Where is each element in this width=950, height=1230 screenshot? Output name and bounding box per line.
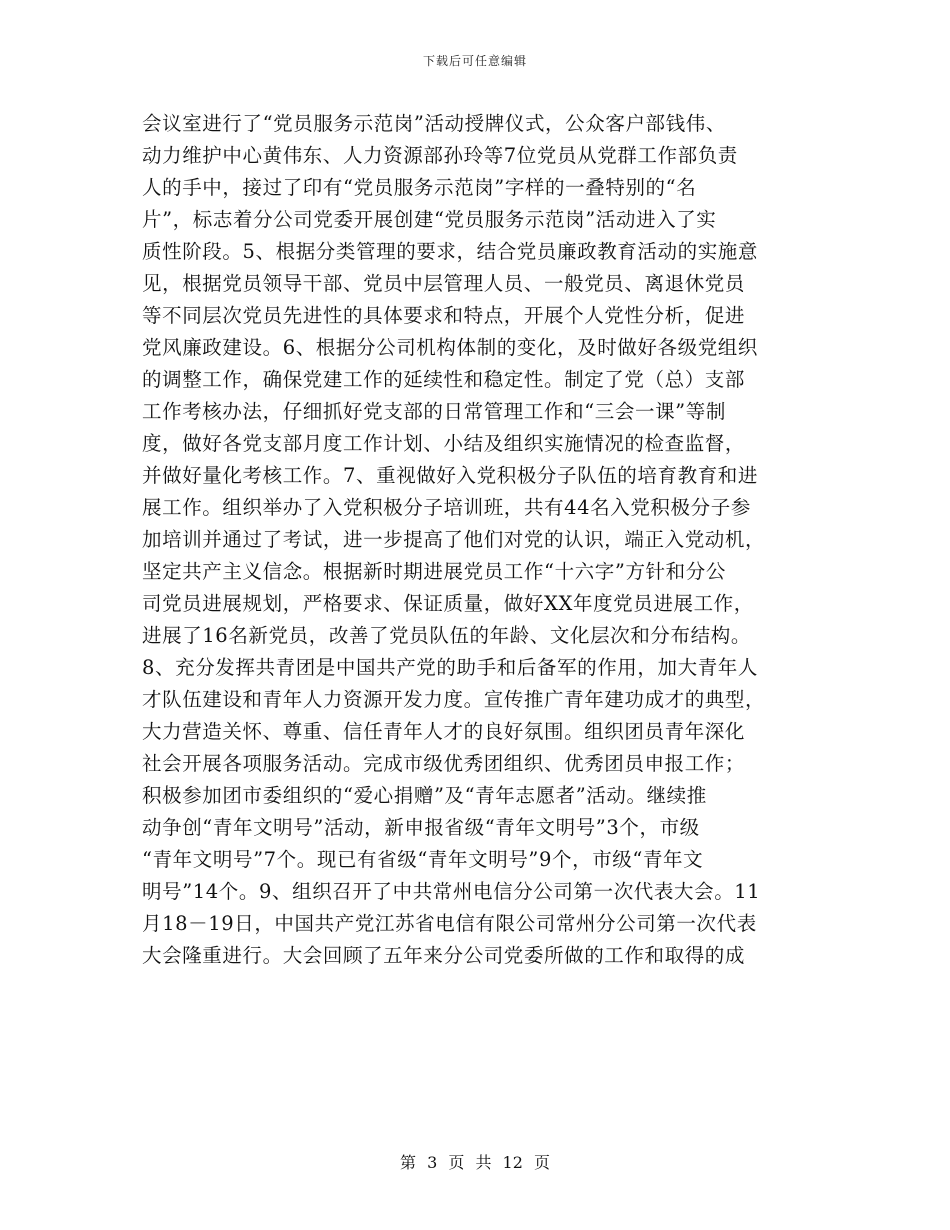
text-line: 动力维护中心黄伟东、人力资源部孙玲等7位党员从党群工作部负责 [142, 144, 738, 167]
text-line: 司党员进展规划，严格要求、保证质量，做好XX年度党员进展工作， [142, 592, 754, 615]
text-line: 8、充分发挥共青团是中国共产党的助手和后备军的作用，加大青年人 [142, 656, 759, 679]
text-line: 加培训并通过了考试，进一步提高了他们对党的认识，端正入党动机， [142, 528, 766, 551]
text-line: 大力营造关怀、尊重、信任青年人才的良好氛围。组织团员青年深化 [142, 720, 746, 743]
text-line: 才队伍建设和青年人力资源开发力度。宣传推广青年建功成才的典型， [142, 688, 766, 711]
text-line: “青年文明号”7个。现已有省级“青年文明号”9个，市级“青年文 [142, 848, 704, 871]
text-line: 进展了16名新党员，改善了党员队伍的年龄、文化层次和分布结构。 [142, 624, 751, 647]
text-line: 坚定共产主义信念。根据新时期进展党员工作“十六字”方针和分公 [142, 560, 726, 583]
page-number: 第 3 页 共 12 页 [400, 1153, 550, 1172]
text-line: 质性阶段。5、根据分类管理的要求，结合党员廉政教育活动的实施意 [142, 240, 759, 263]
text-line: 明号”14个。9、组织召开了中共常州电信分公司第一次代表大会。11 [142, 880, 761, 903]
text-line: 展工作。组织举办了入党积极分子培训班，共有44名入党积极分子参 [142, 496, 751, 519]
text-line: 人的手中，接过了印有“党员服务示范岗”字样的一叠特别的“名 [142, 176, 697, 199]
text-line: 月18－19日，中国共产党江苏省电信有限公司常州分公司第一次代表 [142, 912, 757, 935]
text-line: 度，做好各党支部月度工作计划、小结及组织实施情况的检查监督， [142, 432, 746, 455]
text-line: 大会隆重进行。大会回顾了五年来分公司党委所做的工作和取得的成 [142, 944, 746, 967]
text-line: 并做好量化考核工作。7、重视做好入党积极分子队伍的培育教育和进 [142, 464, 759, 487]
text-line: 积极参加团市委组织的“爱心捐赠”及“青年志愿者”活动。继续推 [142, 784, 707, 807]
text-line: 片”，标志着分公司党委开展创建“党员服务示范岗”活动进入了实 [142, 208, 717, 231]
text-line: 见，根据党员领导干部、党员中层管理人员、一般党员、离退休党员 [142, 272, 746, 295]
text-line: 工作考核办法，仔细抓好党支部的日常管理工作和“三会一课”等制 [142, 400, 726, 423]
text-line: 会议室进行了“党员服务示范岗”活动授牌仪式，公众客户部钱伟、 [142, 112, 726, 135]
text-line: 党风廉政建设。6、根据分公司机构体制的变化，及时做好各级党组织 [142, 336, 759, 359]
page-header-note: 下载后可任意编辑 [422, 54, 527, 68]
text-line: 的调整工作，确保党建工作的延续性和稳定性。制定了党（总）支部 [142, 368, 746, 391]
text-line: 社会开展各项服务活动。完成市级优秀团组织、优秀团员申报工作； [142, 752, 746, 775]
text-line: 等不同层次党员先进性的具体要求和特点，开展个人党性分析，促进 [142, 304, 746, 327]
text-line: 动争创“青年文明号”活动，新申报省级“青年文明号”3个，市级 [142, 816, 700, 839]
body-text [142, 108, 812, 972]
